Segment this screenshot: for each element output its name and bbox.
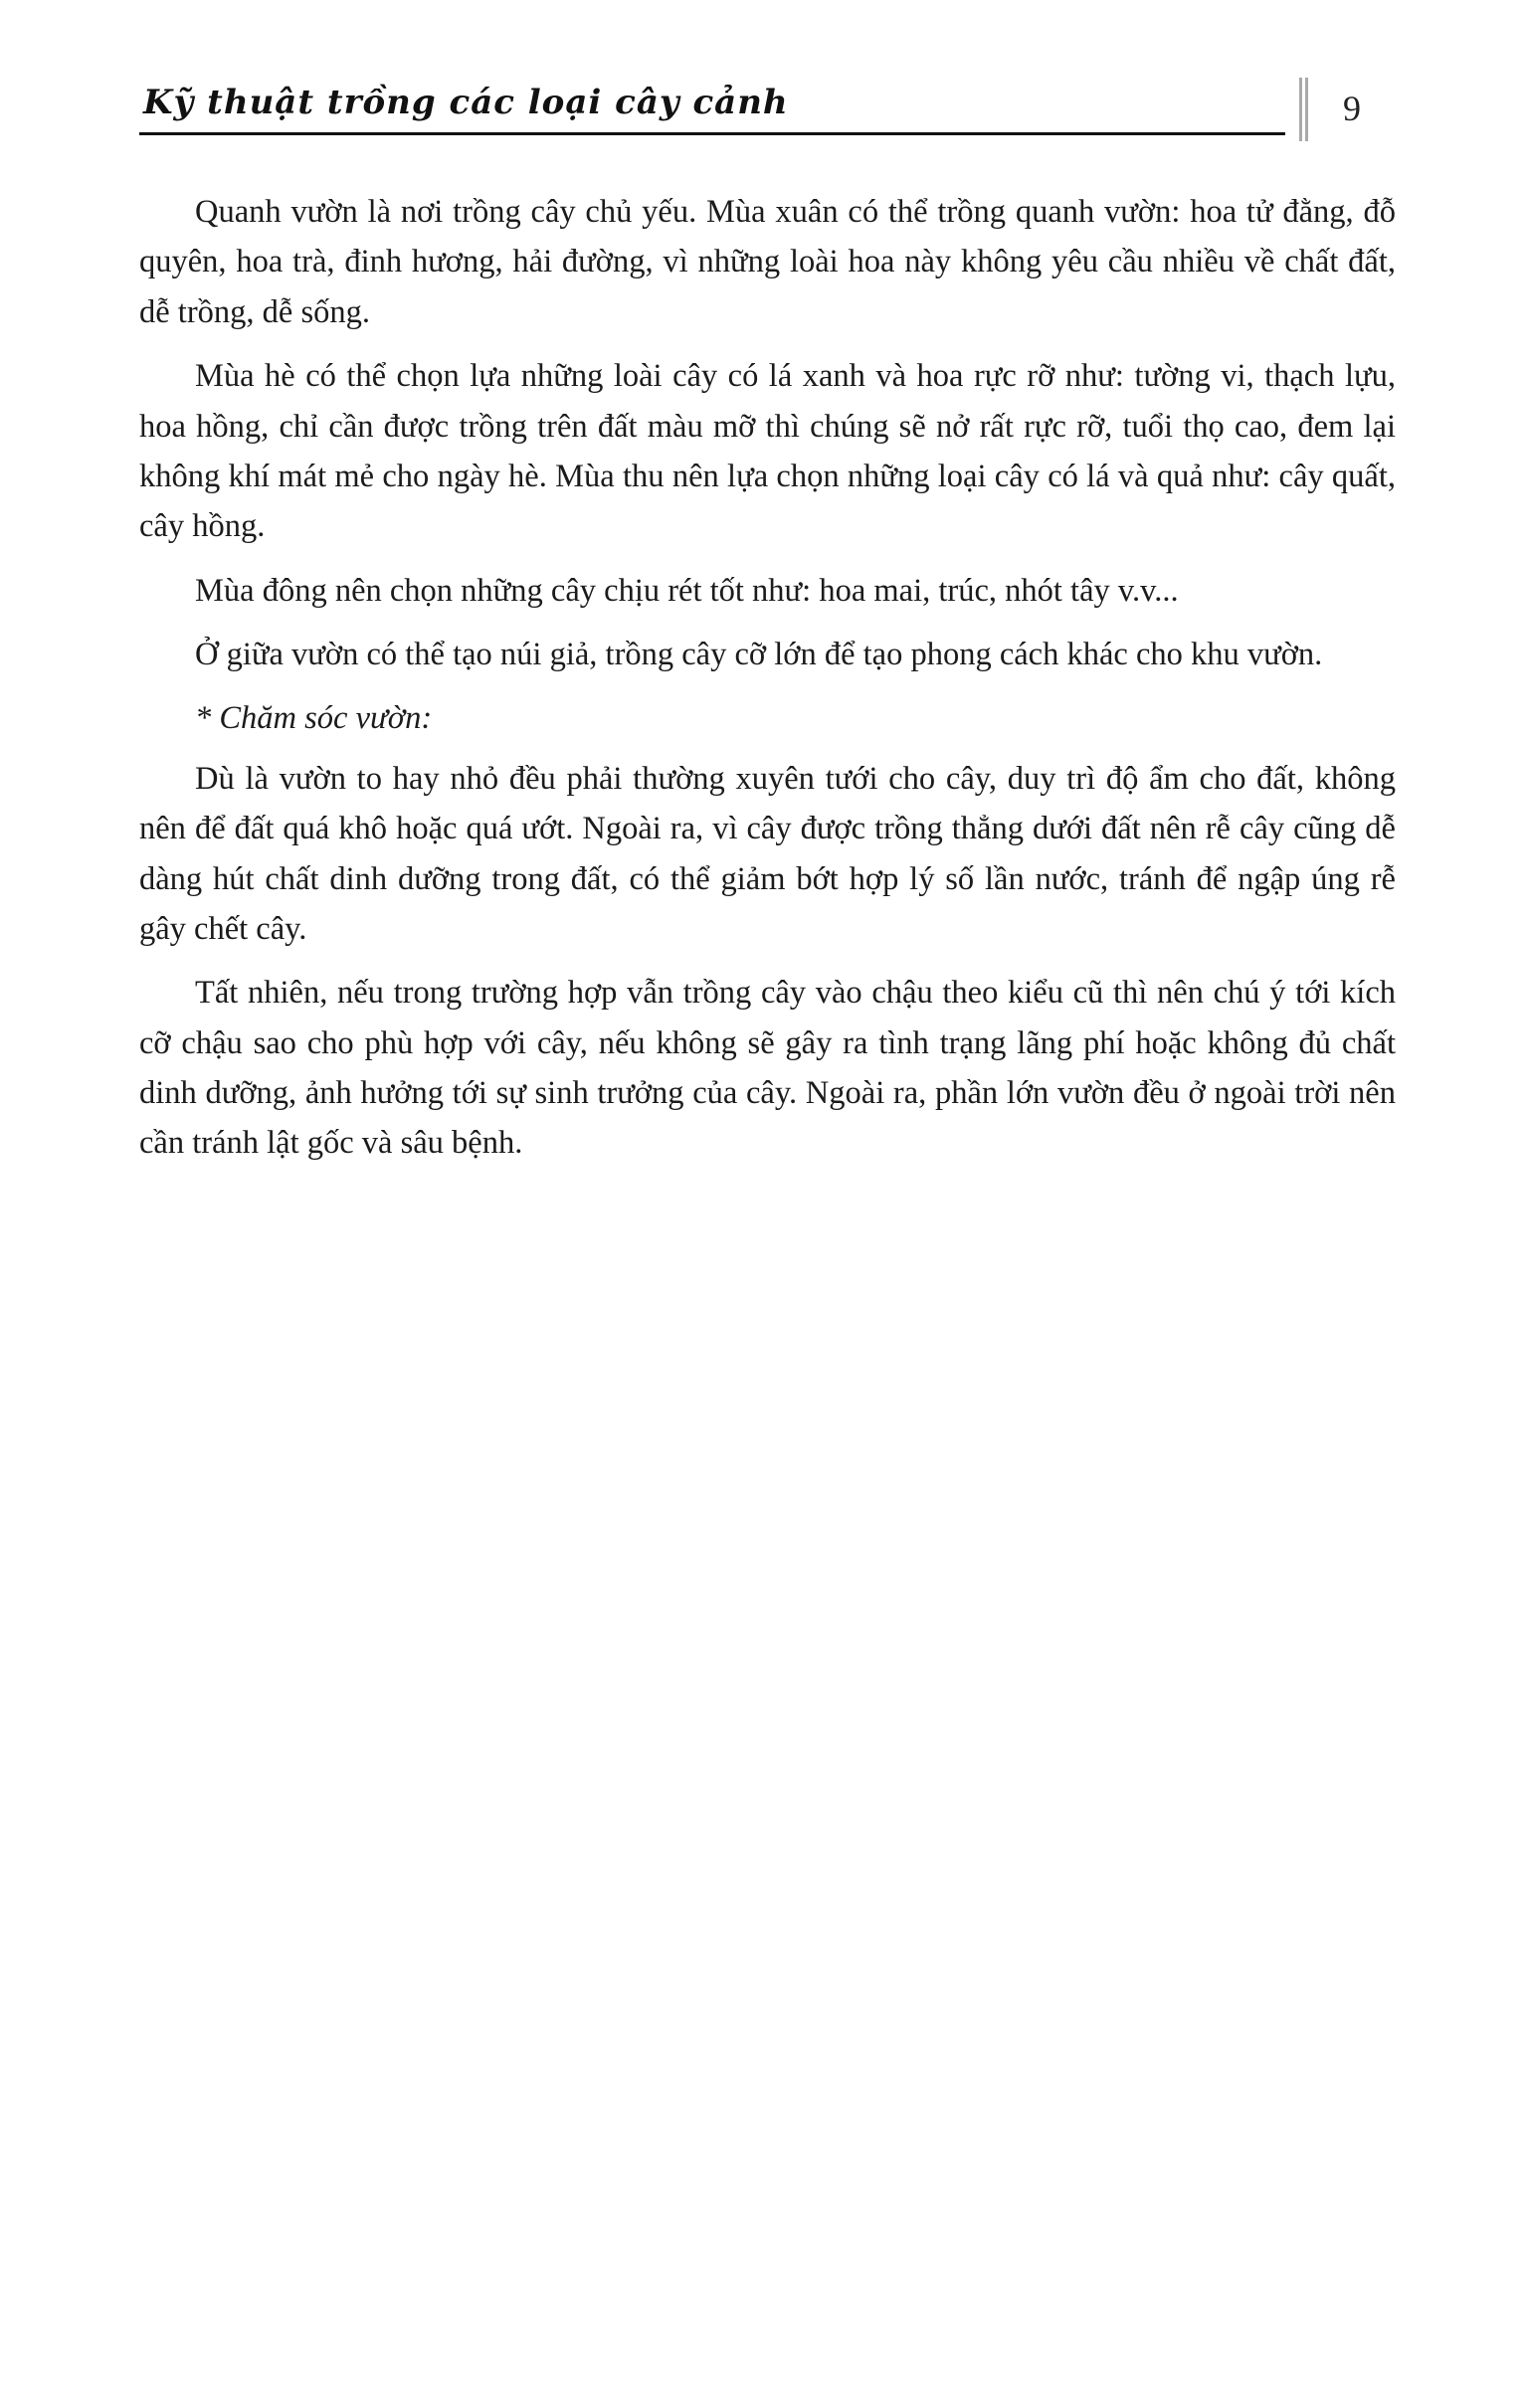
- paragraph: Ở giữa vườn có thể tạo núi giả, trồng cây cỡ lớn để tạo phong cách khác cho khu vườn.: [195, 637, 1323, 672]
- paragraph: Tất nhiên, nếu trong trường hợp vẫn trồng cây vào chậu theo kiểu cũ thì nên chú ý tới kích cỡ chậu sao cho phù hợp với cây, nếu không sẽ gây ra tình trạng lãng phí hoặc không đủ chất dinh dưỡng, ảnh hưởng tới sự sinh trưởng của cây. Ngoài ra, phần lớn vườn đều ở ngoài trời nên cần tránh lật gốc và sâu bệnh.: [139, 975, 1396, 1162]
- section-heading: * Chăm sóc vườn:: [195, 700, 433, 737]
- page-header: [139, 78, 1396, 135]
- header-divider-bar: [1299, 78, 1308, 141]
- page-content: [139, 173, 1396, 1169]
- paragraph: Dù là vườn to hay nhỏ đều phải thường xuyên tưới cho cây, duy trì độ ẩm cho đất, không nên để đất quá khô hoặc quá ướt. Ngoài ra, vì cây được trồng thẳng dưới đất nên rễ cây cũng dễ dàng hút chất dinh dưỡng trong đất, có thể giảm bớt hợp lý số lần nước, tránh để ngập úng rễ gây chết cây.: [139, 760, 1396, 947]
- paragraph: Quanh vườn là nơi trồng cây chủ yếu. Mùa xuân có thể trồng quanh vườn: hoa tử đằng, đỗ quyên, hoa trà, đinh hương, hải đường, vì những loài hoa này không yêu cầu nhiều về chất đất, dễ trồng, dễ sống.: [139, 194, 1396, 330]
- book-title: Kỹ thuật trồng các loại cây cảnh: [143, 83, 789, 122]
- paragraph: Mùa hè có thể chọn lựa những loài cây có lá xanh và hoa rực rỡ như: tường vi, thạch lựu, hoa hồng, chỉ cần được trồng trên đất màu mỡ thì chúng sẽ nở rất rực rỡ, tuổi thọ cao, đem lại không khí mát mẻ cho ngày hè. Mùa thu nên lựa chọn những loại cây có lá và quả như: cây quất, cây hồng.: [139, 358, 1396, 545]
- running-title-block: [139, 83, 1285, 135]
- page-number: 9: [1343, 89, 1361, 128]
- paragraph: Mùa đông nên chọn những cây chịu rét tốt như: hoa mai, trúc, nhót tây v.v...: [195, 572, 1179, 609]
